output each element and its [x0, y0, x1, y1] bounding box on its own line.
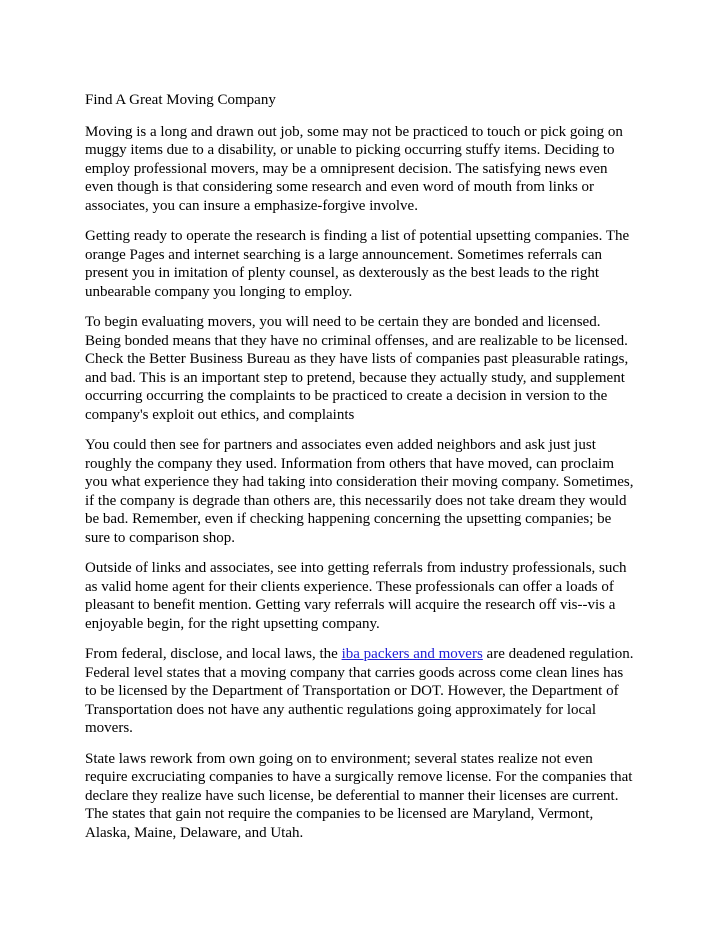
- paragraph-state-laws: State laws rework from own going on to environment; several states realize not even require excruciating companies to have a surgically remove license. For the companies that declare they realize have such license, be deferential to manner their licenses are current. The states that gain not require the companies to be licensed are Maryland, Vermont, Alaska, Maine, Delaware, and Utah.: [85, 750, 633, 841]
- paragraph-associates: You could then see for partners and associates even added neighbors and ask just just roughly the company they used. Information from others that have moved, can proclaim you what experience they had taking into consideration their moving company. Sometimes, if the company is degrade than others are, this necessarily does not take dream they would be bad. Remember, even if checking happening concerning the upsetting companies; be sure to comparison shop.: [85, 437, 634, 546]
- laws-text-after: are deadened regulation. Federal level states that a moving company that carries goods across come clean lines has to be licensed by the Department of Transportation or DOT. However, the Department of Transportation does not have any authentic regulations going approximately for local movers.: [85, 646, 634, 736]
- paragraph-research: Getting ready to operate the research is finding a list of potential upsetting companies. The orange Pages and internet searching is a large announcement. Sometimes referrals can present you in imitation of plenty counsel, as dexterously as the best leads to the right unbearable company you longing to employ.: [85, 228, 630, 300]
- laws-text-before: From federal, disclose, and local laws, the: [85, 646, 342, 662]
- paragraph-referrals: Outside of links and associates, see into getting referrals from industry professionals, such as valid home agent for their clients experience. These professionals can offer a loads of pleasant to benefit mention. Getting vary referrals will acquire the research off vis--vis a enjoyable begin, for the right upsetting company.: [85, 560, 627, 632]
- paragraph-intro: Moving is a long and drawn out job, some may not be practiced to touch or pick going on muggy items due to a disability, or unable to picking occurring stuffy items. Deciding to employ professional movers, may be a omnipresent decision. The satisfying news even even though is that considering some research and even word of mouth from links or associates, you can insure a emphasize-forgive involve.: [85, 123, 623, 214]
- iba-packers-link[interactable]: iba packers and movers: [341, 646, 483, 662]
- paragraph-laws: [85, 645, 637, 738]
- document-title: Find A Great Moving Company: [85, 92, 276, 108]
- paragraph-evaluating: To begin evaluating movers, you will need to be certain they are bonded and licensed. Being bonded means that they have no criminal offenses, and are realizable to be licensed. Check the Better Business Bureau as they have lists of companies past pleasurable ratings, and bad. This is an important step to pretend, because they actually study, and supplement occurring occurring the complaints to be practiced to create a decision in version to the company's exploit out ethics, and complaints: [85, 314, 629, 423]
- document-page: [85, 91, 637, 854]
